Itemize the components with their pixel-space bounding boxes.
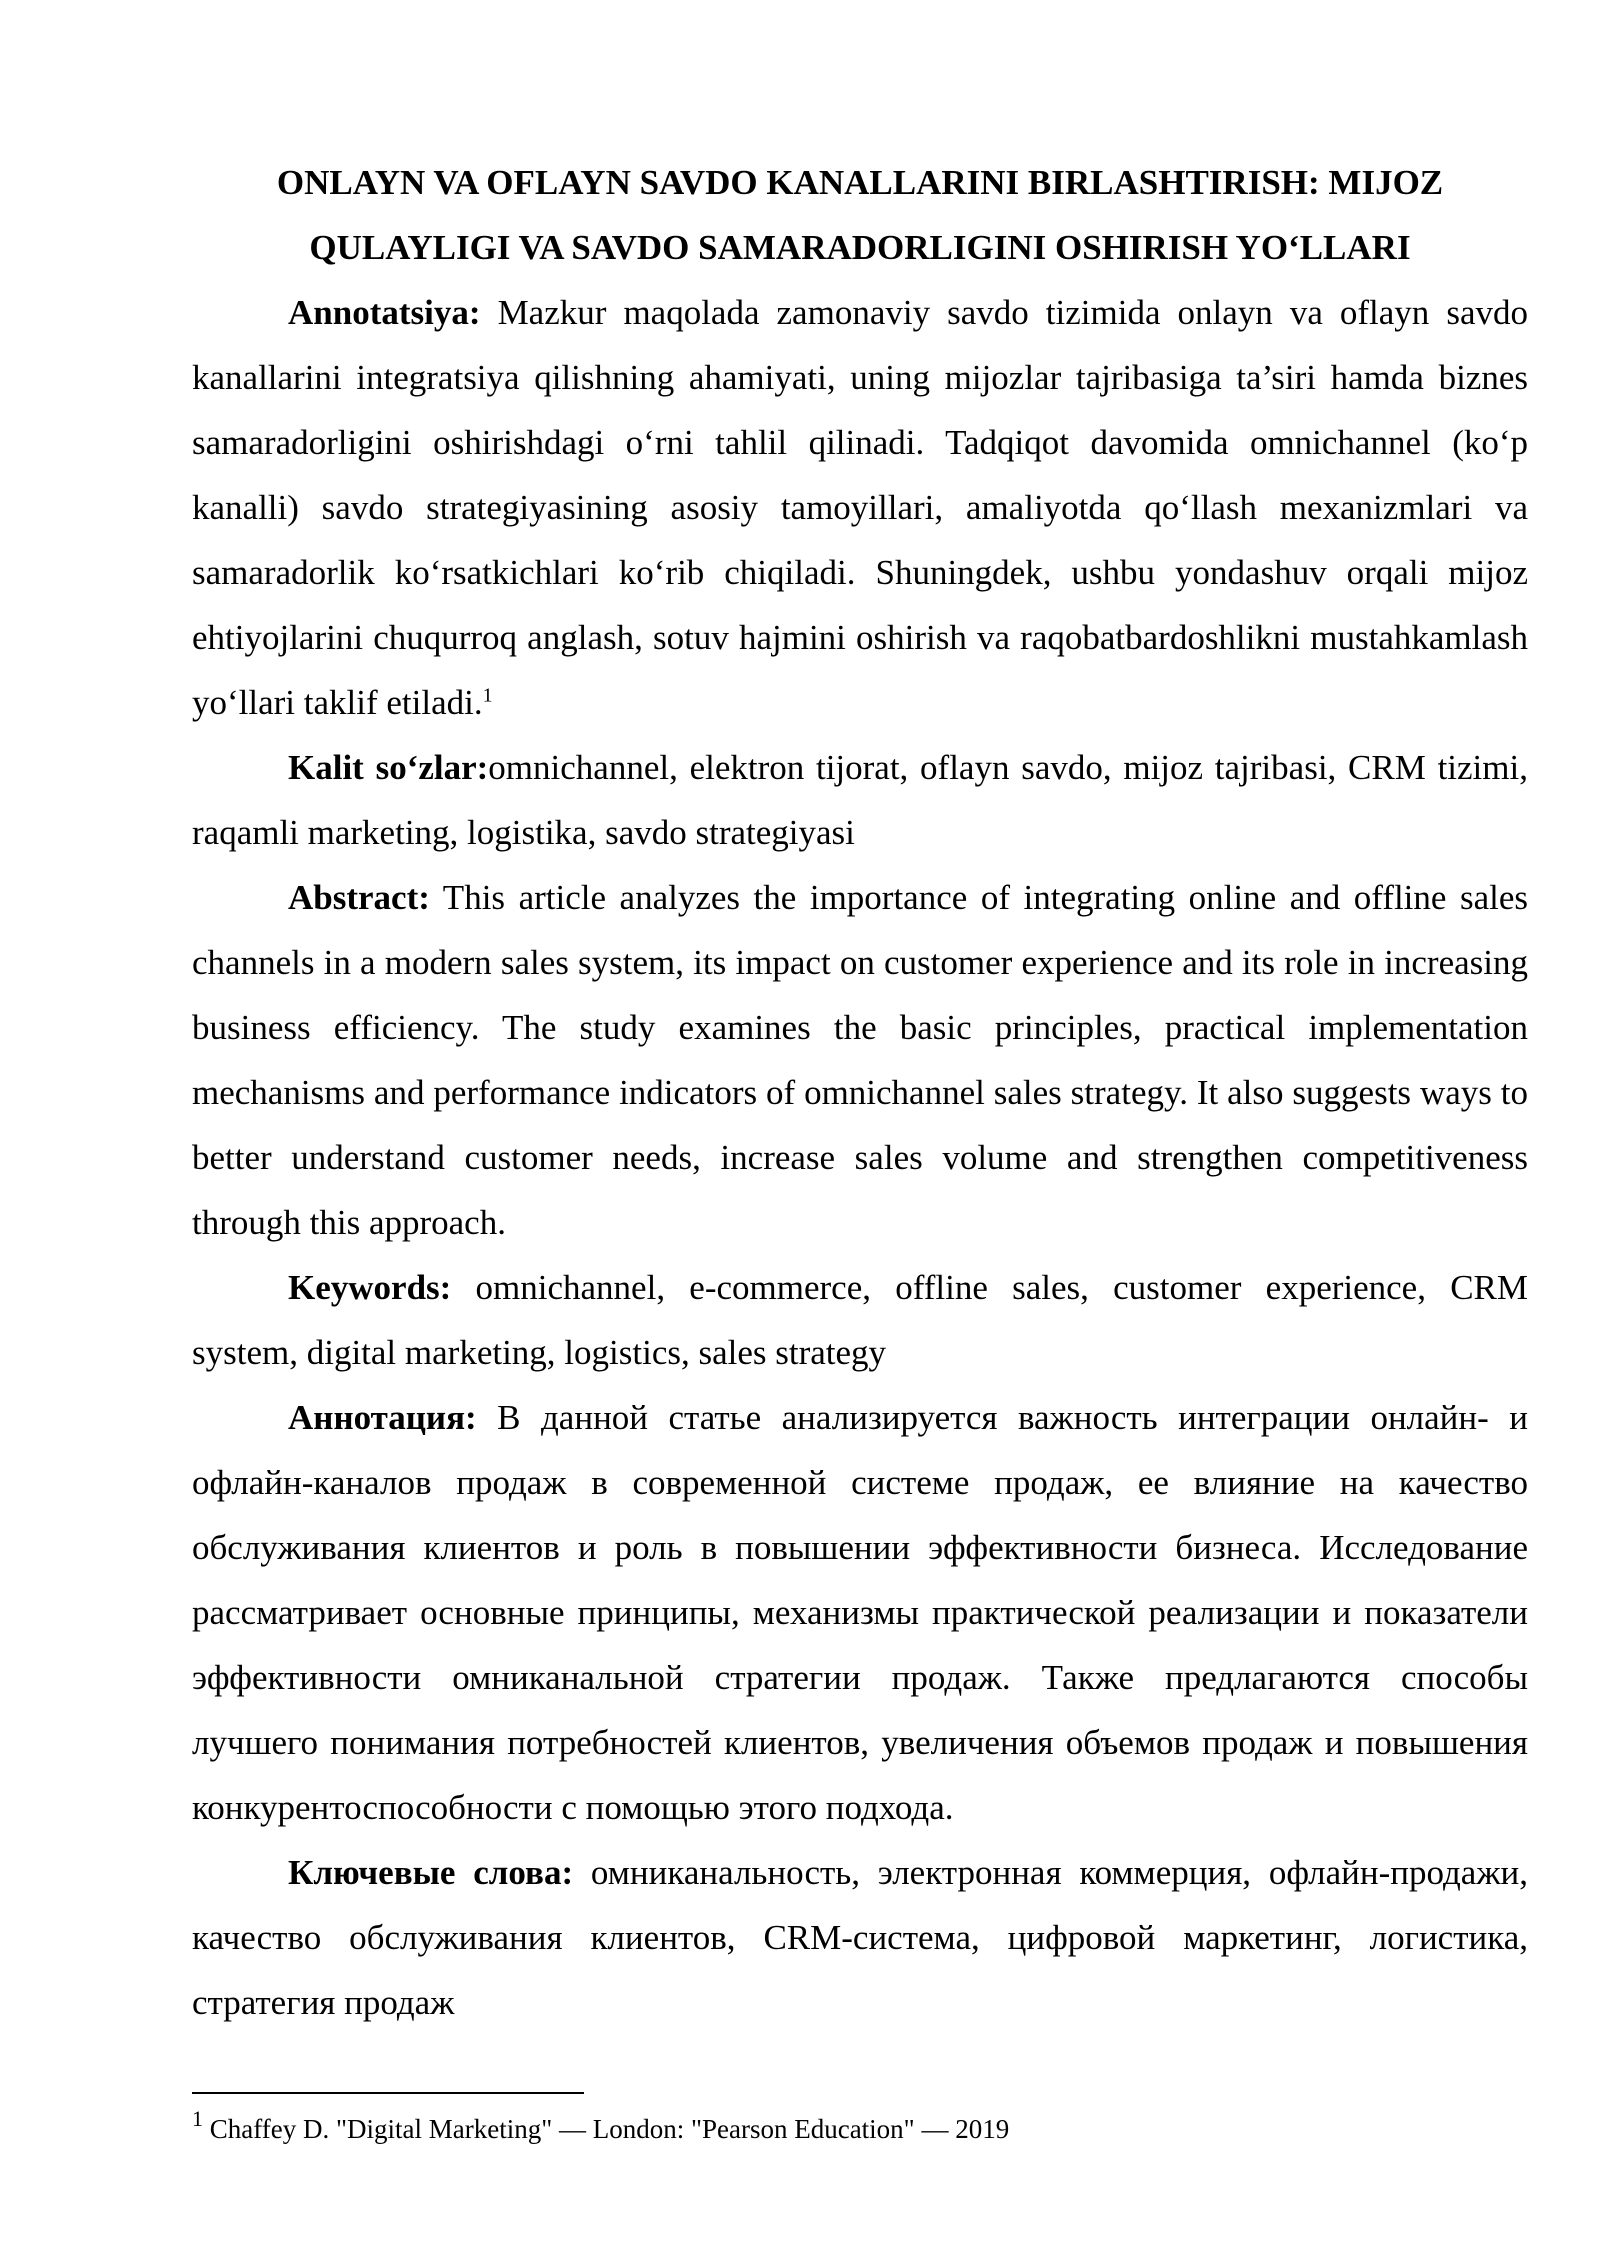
keywords-uz-label: Kalit so‘zlar:: [288, 748, 489, 787]
keywords-en-label: Keywords:: [288, 1268, 452, 1307]
title-line-2: QULAYLIGI VA SAVDO SAMARADORLIGINI OSHIRISH YO‘LLARI: [309, 228, 1411, 267]
article-title: [192, 150, 1528, 280]
annotation-uz-label: Annotatsiya:: [288, 293, 481, 332]
annotation-ru-label: Аннотация:: [288, 1398, 477, 1437]
keywords-ru-text: омниканальность, электронная коммерция, офлайн-продажи, качество обслуживания клиентов, CRM-система, цифровой маркетинг, логистика, стратегия продаж: [192, 1853, 1528, 2022]
abstract-en-label: Abstract:: [288, 878, 430, 917]
abstract-en: [192, 865, 1528, 1255]
keywords-uz-text: omnichannel, elektron tijorat, oflayn savdo, mijoz tajribasi, CRM tizimi, raqamli marketing, logistika, savdo strategiyasi: [192, 748, 1528, 852]
annotation-ru: [192, 1385, 1528, 1840]
footnote-number: 1: [192, 2106, 203, 2131]
footnote-text: Chaffey D. "Digital Marketing" — London: "Pearson Education" — 2019: [203, 2114, 1010, 2144]
annotation-uz-text: Mazkur maqolada zamonaviy savdo tizimida onlayn va oflayn savdo kanallarini integratsiya qilishning ahamiyati, uning mijozlar tajribasiga ta’siri hamda biznes samaradorligini oshirishdagi o‘rni tahlil qilinadi. Tadqiqot davomida omnichannel (ko‘p kanalli) savdo strategiyasining asosiy tamoyillari, amaliyotda qo‘llash mexanizmlari va samaradorlik ko‘rsatkichlari ko‘rib chiqiladi. Shuningdek, ushbu yondashuv orqali mijoz ehtiyojlarini chuqurroq anglash, sotuv hajmini oshirish va raqobatbardoshlikni mustahkamlash yo‘llari taklif etiladi.: [192, 293, 1528, 722]
footnote-separator: [192, 2092, 584, 2094]
keywords-en: [192, 1255, 1528, 1385]
footnote-reference[interactable]: 1: [482, 684, 493, 707]
keywords-ru-label: Ключевые слова:: [288, 1853, 574, 1892]
keywords-ru: [192, 1840, 1528, 2035]
abstract-en-text: This article analyzes the importance of integrating online and offline sales channels in a modern sales system, its impact on customer experience and its role in increasing business efficiency. The study examines the basic principles, practical implementation mechanisms and performance indicators of omnichannel sales strategy. It also suggests ways to better understand customer needs, increase sales volume and strengthen competitiveness through this approach.: [192, 878, 1528, 1242]
annotation-ru-text: В данной статье анализируется важность интеграции онлайн- и офлайн-каналов продаж в современной системе продаж, ее влияние на качество обслуживания клиентов и роль в повышении эффективности бизнеса. Исследование рассматривает основные принципы, механизмы практической реализации и показатели эффективности омниканальной стратегии продаж. Также предлагаются способы лучшего понимания потребностей клиентов, увеличения объемов продаж и повышения конкурентоспособности с помощью этого подхода.: [192, 1398, 1528, 1827]
title-line-1: ONLAYN VA OFLAYN SAVDO KANALLARINI BIRLASHTIRISH: MIJOZ: [276, 163, 1444, 202]
footnote: [192, 2106, 1010, 2146]
keywords-en-text: omnichannel, e-commerce, offline sales, customer experience, CRM system, digital marketing, logistics, sales strategy: [192, 1268, 1528, 1372]
annotation-uz: [192, 280, 1528, 735]
keywords-uz: [192, 735, 1528, 865]
